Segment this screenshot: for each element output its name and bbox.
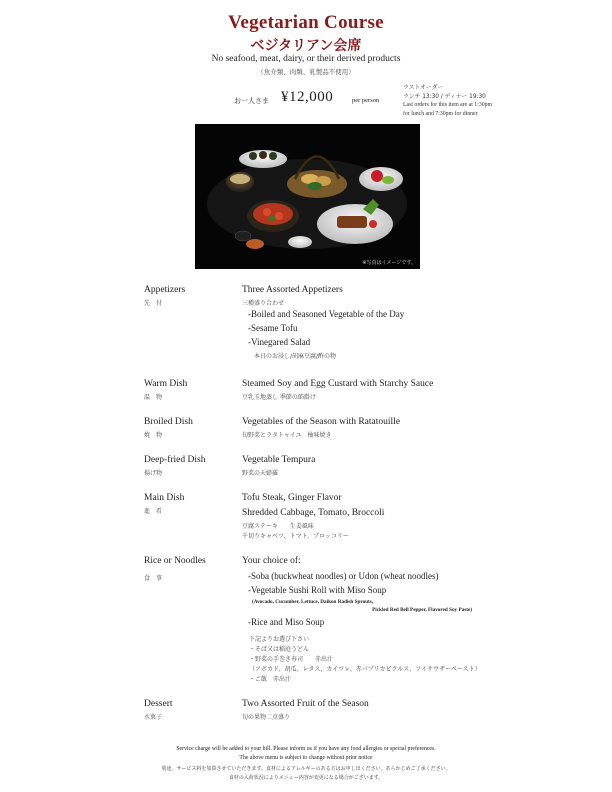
footer-jp-2: 食材の入荷状況によりメニュー内容が変更になる場合がございます。	[228, 775, 384, 781]
course-subtitle-jp: （魚介類、肉類、乳製品不使用）	[257, 68, 355, 76]
category-broiled-dish: Broiled Dish	[144, 417, 193, 427]
rice-jp-line: ・ご飯 赤出汁	[249, 676, 292, 683]
appetizer-item: -Sesame Tofu	[248, 323, 298, 333]
price-label-jp: お一人さま	[234, 97, 269, 105]
dish-warm: Steamed Soy and Egg Custard with Starchy Sauce	[242, 379, 434, 389]
course-price: ¥12,000	[281, 89, 334, 105]
dish-fried: Vegetable Tempura	[242, 455, 316, 465]
category-appetizers-jp: 先 付	[144, 300, 163, 307]
last-order-line-1: Last orders for this item are at 1:30pm	[403, 102, 493, 109]
dish-appetizers-jp: 三種盛り合わせ	[242, 300, 285, 307]
photo-caption: ※写真はイメージです。	[362, 260, 416, 266]
appetizer-items-jp: 本日のお浸し/胡麻豆腐/酢の物	[254, 353, 337, 360]
rice-jp-line: ・野菜の手巻き寿司 赤出汁	[249, 656, 334, 663]
rice-jp-line: 下記よりお選び下さい	[249, 636, 310, 643]
course-title: Vegetarian Course	[228, 12, 384, 33]
rice-option: -Vegetable Sushi Roll with Miso Soup	[248, 585, 387, 595]
dish-warm-jp: 豆乳玉地蒸し 季節の餡掛け	[242, 394, 316, 401]
category-rice-noodles: Rice or Noodles	[144, 556, 206, 566]
food-illustration	[195, 124, 420, 269]
appetizer-item: -Vinegared Salad	[248, 337, 311, 347]
category-broiled-dish-jp: 焼 物	[144, 432, 163, 439]
category-appetizers: Appetizers	[144, 285, 186, 295]
category-dessert-jp: 水菓子	[144, 714, 163, 721]
dish-main-sides: Shredded Cabbage, Tomato, Broccoli	[242, 508, 385, 518]
dish-main-jp: 豆腐ステーキ 生姜風味	[242, 523, 314, 530]
dish-rice-choice: Your choice of:	[242, 556, 301, 566]
course-photo	[195, 124, 420, 269]
rice-jp-line: （アボカド、胡瓜、レタス、カイワレ、赤パプリカピクルス、ソイサウザーペースト）	[249, 666, 481, 673]
last-order-info	[403, 84, 492, 118]
footer-menu-change: The above menu is subject to change without prior notice	[239, 755, 373, 761]
appetizer-item: -Boiled and Seasoned Vegetable of the Day	[248, 309, 405, 319]
category-rice-noodles-jp: 食 事	[144, 575, 163, 582]
course-title-jp: ベジタリアン会席	[250, 38, 362, 54]
last-order-line-2: for lunch and 7:30pm for dinner	[403, 110, 478, 117]
dish-dessert-jp: 旬の果物二点盛り	[242, 714, 291, 721]
rice-option: -Rice and Miso Soup	[248, 617, 325, 627]
footer-jp-1: 別途、サービス料を加算させていただきます。食材によるアレルギーのある方はお申し出ください。あらかじめご了承ください。	[161, 766, 451, 772]
dish-main: Tofu Steak, Ginger Flavor	[242, 493, 342, 503]
dish-broiled: Vegetables of the Season with Ratatouille	[242, 417, 401, 427]
category-deep-fried-jp: 揚げ物	[144, 470, 163, 477]
rice-option: -Soba (buckwheat noodles) or Udon (wheat noodles)	[248, 571, 439, 581]
dish-broiled-jp: 旬野菜とラタトゥイユ 柚味焼き	[242, 432, 332, 439]
category-dessert: Dessert	[144, 699, 173, 709]
last-order-jp: ラストオーダー	[403, 85, 444, 91]
category-warm-dish: Warm Dish	[144, 379, 188, 389]
rice-jp-line: ・そば又は稲庭うどん	[249, 646, 310, 653]
category-main-dish: Main Dish	[144, 493, 185, 503]
dish-dessert: Two Assorted Fruit of the Season	[242, 699, 369, 709]
dish-main-sides-jp: 千切りキャベツ、トマト、ブロッコリー	[242, 533, 349, 540]
footer-service-charge: Service charge will be added to your bill. Please inform us if you have any food allergies or special preferences.	[176, 746, 436, 752]
category-main-dish-jp: 進 肴	[144, 508, 163, 515]
dish-fried-jp: 野菜の天婦羅	[242, 470, 279, 477]
sushi-ingredients-2: Pickled Red Bell Pepper, Flavored Soy Paste)	[372, 607, 472, 613]
course-subtitle: No seafood, meat, dairy, or their derived products	[211, 54, 401, 64]
sushi-ingredients-1: (Avocado, Cucumber, Lettuce, Daikon Radish Sprouts,	[252, 599, 374, 605]
category-warm-dish-jp: 温 物	[144, 394, 163, 401]
per-person-label: per person	[352, 97, 380, 104]
category-deep-fried: Deep-fried Dish	[144, 455, 206, 465]
dish-appetizers: Three Assorted Appetizers	[242, 285, 343, 295]
last-order-times-jp: ランチ 13:30 / ディナー 19:30	[403, 93, 486, 100]
